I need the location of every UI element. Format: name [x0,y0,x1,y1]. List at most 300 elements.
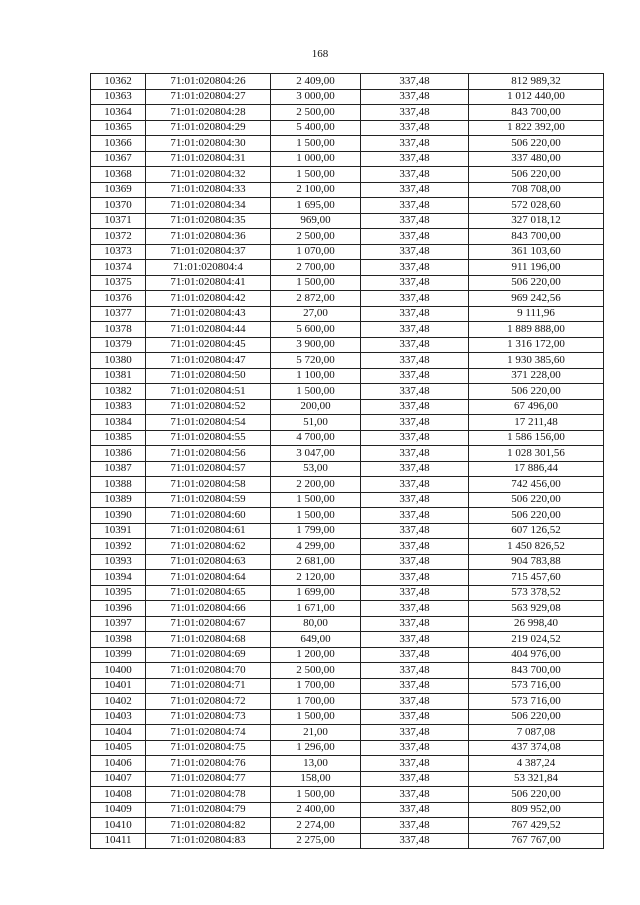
value-cell: 843 700,00 [469,105,604,121]
value-cell: 742 456,00 [469,477,604,493]
rate-cell: 337,48 [361,477,469,493]
value-cell: 1 889 888,00 [469,322,604,338]
value-cell: 1 930 385,60 [469,353,604,369]
area-cell: 2 500,00 [271,105,361,121]
area-cell: 969,00 [271,213,361,229]
area-cell: 2 200,00 [271,477,361,493]
row-number-cell: 10366 [91,136,146,152]
value-cell: 708 708,00 [469,182,604,198]
cadastral-number-cell: 71:01:020804:61 [146,523,271,539]
value-cell: 67 496,00 [469,399,604,415]
rate-cell: 337,48 [361,368,469,384]
value-cell: 607 126,52 [469,523,604,539]
table-row [91,725,604,741]
area-cell: 1 500,00 [271,492,361,508]
cadastral-number-cell: 71:01:020804:44 [146,322,271,338]
row-number-cell: 10402 [91,694,146,710]
cadastral-number-cell: 71:01:020804:68 [146,632,271,648]
area-cell: 2 275,00 [271,833,361,849]
row-number-cell: 10381 [91,368,146,384]
table-row [91,539,604,555]
area-cell: 5 720,00 [271,353,361,369]
area-cell: 1 695,00 [271,198,361,214]
table-row [91,213,604,229]
row-number-cell: 10395 [91,585,146,601]
table-row [91,554,604,570]
rate-cell: 337,48 [361,430,469,446]
value-cell: 1 586 156,00 [469,430,604,446]
cadastral-number-cell: 71:01:020804:82 [146,818,271,834]
value-cell: 572 028,60 [469,198,604,214]
table-row [91,74,604,90]
table-row [91,306,604,322]
table-row [91,430,604,446]
cadastral-number-cell: 71:01:020804:30 [146,136,271,152]
value-cell: 1 316 172,00 [469,337,604,353]
value-cell: 361 103,60 [469,244,604,260]
rate-cell: 337,48 [361,833,469,849]
area-cell: 1 200,00 [271,647,361,663]
row-number-cell: 10411 [91,833,146,849]
row-number-cell: 10378 [91,322,146,338]
area-cell: 649,00 [271,632,361,648]
rate-cell: 337,48 [361,322,469,338]
value-cell: 812 989,32 [469,74,604,90]
area-cell: 4 700,00 [271,430,361,446]
table-row [91,399,604,415]
table-row [91,632,604,648]
value-cell: 404 976,00 [469,647,604,663]
value-cell: 767 429,52 [469,818,604,834]
cadastral-number-cell: 71:01:020804:70 [146,663,271,679]
rate-cell: 337,48 [361,709,469,725]
table-row [91,709,604,725]
value-cell: 969 242,56 [469,291,604,307]
land-parcel-table [90,73,604,849]
area-cell: 3 900,00 [271,337,361,353]
area-cell: 1 500,00 [271,384,361,400]
cadastral-number-cell: 71:01:020804:54 [146,415,271,431]
row-number-cell: 10399 [91,647,146,663]
area-cell: 2 409,00 [271,74,361,90]
rate-cell: 337,48 [361,539,469,555]
rate-cell: 337,48 [361,105,469,121]
cadastral-number-cell: 71:01:020804:58 [146,477,271,493]
row-number-cell: 10409 [91,802,146,818]
row-number-cell: 10410 [91,818,146,834]
rate-cell: 337,48 [361,585,469,601]
value-cell: 843 700,00 [469,663,604,679]
row-number-cell: 10386 [91,446,146,462]
table-row [91,415,604,431]
value-cell: 506 220,00 [469,167,604,183]
table-row [91,120,604,136]
cadastral-number-cell: 71:01:020804:47 [146,353,271,369]
table-row [91,461,604,477]
value-cell: 437 374,08 [469,740,604,756]
value-cell: 9 111,96 [469,306,604,322]
rate-cell: 337,48 [361,694,469,710]
cadastral-number-cell: 71:01:020804:28 [146,105,271,121]
area-cell: 5 600,00 [271,322,361,338]
cadastral-number-cell: 71:01:020804:42 [146,291,271,307]
row-number-cell: 10406 [91,756,146,772]
cadastral-number-cell: 71:01:020804:83 [146,833,271,849]
cadastral-number-cell: 71:01:020804:75 [146,740,271,756]
cadastral-number-cell: 71:01:020804:57 [146,461,271,477]
rate-cell: 337,48 [361,632,469,648]
row-number-cell: 10397 [91,616,146,632]
rate-cell: 337,48 [361,725,469,741]
table-row [91,167,604,183]
value-cell: 1 012 440,00 [469,89,604,105]
cadastral-number-cell: 71:01:020804:73 [146,709,271,725]
rate-cell: 337,48 [361,492,469,508]
rate-cell: 337,48 [361,74,469,90]
value-cell: 904 783,88 [469,554,604,570]
area-cell: 1 500,00 [271,787,361,803]
row-number-cell: 10404 [91,725,146,741]
table-row [91,275,604,291]
value-cell: 1 028 301,56 [469,446,604,462]
row-number-cell: 10398 [91,632,146,648]
area-cell: 27,00 [271,306,361,322]
rate-cell: 337,48 [361,663,469,679]
table-row [91,492,604,508]
area-cell: 2 120,00 [271,570,361,586]
table-row [91,694,604,710]
value-cell: 17 211,48 [469,415,604,431]
row-number-cell: 10388 [91,477,146,493]
row-number-cell: 10391 [91,523,146,539]
rate-cell: 337,48 [361,523,469,539]
value-cell: 843 700,00 [469,229,604,245]
table-row [91,523,604,539]
value-cell: 337 480,00 [469,151,604,167]
table-row [91,322,604,338]
rate-cell: 337,48 [361,167,469,183]
row-number-cell: 10370 [91,198,146,214]
rate-cell: 337,48 [361,802,469,818]
area-cell: 2 500,00 [271,663,361,679]
row-number-cell: 10405 [91,740,146,756]
cadastral-number-cell: 71:01:020804:37 [146,244,271,260]
table-row [91,663,604,679]
rate-cell: 337,48 [361,818,469,834]
row-number-cell: 10369 [91,182,146,198]
cadastral-number-cell: 71:01:020804:55 [146,430,271,446]
cadastral-number-cell: 71:01:020804:31 [146,151,271,167]
area-cell: 158,00 [271,771,361,787]
area-cell: 1 000,00 [271,151,361,167]
table-row [91,585,604,601]
table-row [91,616,604,632]
table-row [91,151,604,167]
table-row [91,182,604,198]
value-cell: 1 822 392,00 [469,120,604,136]
area-cell: 1 700,00 [271,694,361,710]
cadastral-number-cell: 71:01:020804:29 [146,120,271,136]
cadastral-number-cell: 71:01:020804:34 [146,198,271,214]
area-cell: 2 100,00 [271,182,361,198]
cadastral-number-cell: 71:01:020804:4 [146,260,271,276]
rate-cell: 337,48 [361,260,469,276]
table-row [91,570,604,586]
area-cell: 4 299,00 [271,539,361,555]
table-row [91,198,604,214]
table-row [91,337,604,353]
rate-cell: 337,48 [361,384,469,400]
table-row [91,260,604,276]
row-number-cell: 10377 [91,306,146,322]
cadastral-number-cell: 71:01:020804:26 [146,74,271,90]
value-cell: 371 228,00 [469,368,604,384]
row-number-cell: 10401 [91,678,146,694]
table-row [91,244,604,260]
cadastral-number-cell: 71:01:020804:33 [146,182,271,198]
row-number-cell: 10390 [91,508,146,524]
row-number-cell: 10362 [91,74,146,90]
area-cell: 1 500,00 [271,508,361,524]
area-cell: 1 500,00 [271,275,361,291]
rate-cell: 337,48 [361,554,469,570]
table-row [91,756,604,772]
rate-cell: 337,48 [361,446,469,462]
rate-cell: 337,48 [361,616,469,632]
cadastral-number-cell: 71:01:020804:74 [146,725,271,741]
table-row [91,787,604,803]
table-row [91,647,604,663]
area-cell: 1 699,00 [271,585,361,601]
row-number-cell: 10364 [91,105,146,121]
area-cell: 2 274,00 [271,818,361,834]
area-cell: 1 100,00 [271,368,361,384]
cadastral-number-cell: 71:01:020804:27 [146,89,271,105]
value-cell: 506 220,00 [469,136,604,152]
table-row [91,477,604,493]
row-number-cell: 10373 [91,244,146,260]
row-number-cell: 10408 [91,787,146,803]
rate-cell: 337,48 [361,275,469,291]
row-number-cell: 10400 [91,663,146,679]
row-number-cell: 10375 [91,275,146,291]
cadastral-number-cell: 71:01:020804:60 [146,508,271,524]
row-number-cell: 10387 [91,461,146,477]
cadastral-number-cell: 71:01:020804:52 [146,399,271,415]
cadastral-number-cell: 71:01:020804:64 [146,570,271,586]
rate-cell: 337,48 [361,182,469,198]
area-cell: 2 872,00 [271,291,361,307]
value-cell: 7 087,08 [469,725,604,741]
row-number-cell: 10389 [91,492,146,508]
cadastral-number-cell: 71:01:020804:71 [146,678,271,694]
cadastral-number-cell: 71:01:020804:56 [146,446,271,462]
rate-cell: 337,48 [361,771,469,787]
rate-cell: 337,48 [361,787,469,803]
area-cell: 1 500,00 [271,709,361,725]
value-cell: 573 716,00 [469,678,604,694]
value-cell: 327 018,12 [469,213,604,229]
row-number-cell: 10368 [91,167,146,183]
area-cell: 51,00 [271,415,361,431]
area-cell: 1 500,00 [271,167,361,183]
row-number-cell: 10363 [91,89,146,105]
cadastral-number-cell: 71:01:020804:43 [146,306,271,322]
table-row [91,802,604,818]
value-cell: 573 378,52 [469,585,604,601]
table-row [91,291,604,307]
value-cell: 809 952,00 [469,802,604,818]
rate-cell: 337,48 [361,120,469,136]
table-row [91,353,604,369]
area-cell: 200,00 [271,399,361,415]
page-number: 168 [311,48,329,60]
value-cell: 506 220,00 [469,384,604,400]
cadastral-number-cell: 71:01:020804:62 [146,539,271,555]
cadastral-number-cell: 71:01:020804:35 [146,213,271,229]
rate-cell: 337,48 [361,647,469,663]
row-number-cell: 10365 [91,120,146,136]
row-number-cell: 10380 [91,353,146,369]
cadastral-number-cell: 71:01:020804:59 [146,492,271,508]
row-number-cell: 10385 [91,430,146,446]
value-cell: 715 457,60 [469,570,604,586]
row-number-cell: 10372 [91,229,146,245]
cadastral-number-cell: 71:01:020804:45 [146,337,271,353]
area-cell: 1 500,00 [271,136,361,152]
table-row [91,818,604,834]
table-row [91,384,604,400]
area-cell: 1 070,00 [271,244,361,260]
rate-cell: 337,48 [361,461,469,477]
rate-cell: 337,48 [361,601,469,617]
value-cell: 767 767,00 [469,833,604,849]
cadastral-number-cell: 71:01:020804:32 [146,167,271,183]
rate-cell: 337,48 [361,399,469,415]
value-cell: 506 220,00 [469,508,604,524]
value-cell: 506 220,00 [469,275,604,291]
row-number-cell: 10374 [91,260,146,276]
rate-cell: 337,48 [361,740,469,756]
area-cell: 3 000,00 [271,89,361,105]
value-cell: 26 998,40 [469,616,604,632]
cadastral-number-cell: 71:01:020804:78 [146,787,271,803]
row-number-cell: 10384 [91,415,146,431]
area-cell: 3 047,00 [271,446,361,462]
rate-cell: 337,48 [361,353,469,369]
rate-cell: 337,48 [361,306,469,322]
area-cell: 21,00 [271,725,361,741]
rate-cell: 337,48 [361,244,469,260]
rate-cell: 337,48 [361,337,469,353]
rate-cell: 337,48 [361,213,469,229]
rate-cell: 337,48 [361,136,469,152]
area-cell: 1 671,00 [271,601,361,617]
cadastral-number-cell: 71:01:020804:36 [146,229,271,245]
cadastral-number-cell: 71:01:020804:50 [146,368,271,384]
rate-cell: 337,48 [361,415,469,431]
row-number-cell: 10382 [91,384,146,400]
cadastral-number-cell: 71:01:020804:76 [146,756,271,772]
value-cell: 219 024,52 [469,632,604,648]
table-row [91,368,604,384]
rate-cell: 337,48 [361,198,469,214]
row-number-cell: 10396 [91,601,146,617]
area-cell: 1 700,00 [271,678,361,694]
row-number-cell: 10394 [91,570,146,586]
area-cell: 1 799,00 [271,523,361,539]
area-cell: 13,00 [271,756,361,772]
rate-cell: 337,48 [361,678,469,694]
cadastral-number-cell: 71:01:020804:79 [146,802,271,818]
row-number-cell: 10383 [91,399,146,415]
cadastral-number-cell: 71:01:020804:67 [146,616,271,632]
rate-cell: 337,48 [361,89,469,105]
cadastral-number-cell: 71:01:020804:72 [146,694,271,710]
value-cell: 911 196,00 [469,260,604,276]
table-row [91,446,604,462]
table-row [91,771,604,787]
area-cell: 2 681,00 [271,554,361,570]
table-row [91,136,604,152]
cadastral-number-cell: 71:01:020804:63 [146,554,271,570]
area-cell: 1 296,00 [271,740,361,756]
value-cell: 4 387,24 [469,756,604,772]
table-row [91,601,604,617]
table-row [91,740,604,756]
row-number-cell: 10392 [91,539,146,555]
value-cell: 1 450 826,52 [469,539,604,555]
table-row [91,833,604,849]
table-row [91,678,604,694]
row-number-cell: 10403 [91,709,146,725]
rate-cell: 337,48 [361,508,469,524]
row-number-cell: 10393 [91,554,146,570]
value-cell: 563 929,08 [469,601,604,617]
cadastral-number-cell: 71:01:020804:65 [146,585,271,601]
row-number-cell: 10376 [91,291,146,307]
rate-cell: 337,48 [361,151,469,167]
value-cell: 506 220,00 [469,709,604,725]
area-cell: 53,00 [271,461,361,477]
value-cell: 573 716,00 [469,694,604,710]
cadastral-number-cell: 71:01:020804:51 [146,384,271,400]
value-cell: 506 220,00 [469,787,604,803]
rate-cell: 337,48 [361,756,469,772]
rate-cell: 337,48 [361,570,469,586]
area-cell: 80,00 [271,616,361,632]
cadastral-number-cell: 71:01:020804:66 [146,601,271,617]
value-cell: 53 321,84 [469,771,604,787]
area-cell: 2 400,00 [271,802,361,818]
cadastral-number-cell: 71:01:020804:77 [146,771,271,787]
rate-cell: 337,48 [361,229,469,245]
row-number-cell: 10379 [91,337,146,353]
area-cell: 2 500,00 [271,229,361,245]
area-cell: 2 700,00 [271,260,361,276]
area-cell: 5 400,00 [271,120,361,136]
row-number-cell: 10367 [91,151,146,167]
value-cell: 506 220,00 [469,492,604,508]
table-row [91,229,604,245]
table-row [91,89,604,105]
rate-cell: 337,48 [361,291,469,307]
cadastral-number-cell: 71:01:020804:69 [146,647,271,663]
row-number-cell: 10371 [91,213,146,229]
cadastral-number-cell: 71:01:020804:41 [146,275,271,291]
row-number-cell: 10407 [91,771,146,787]
table-row [91,508,604,524]
